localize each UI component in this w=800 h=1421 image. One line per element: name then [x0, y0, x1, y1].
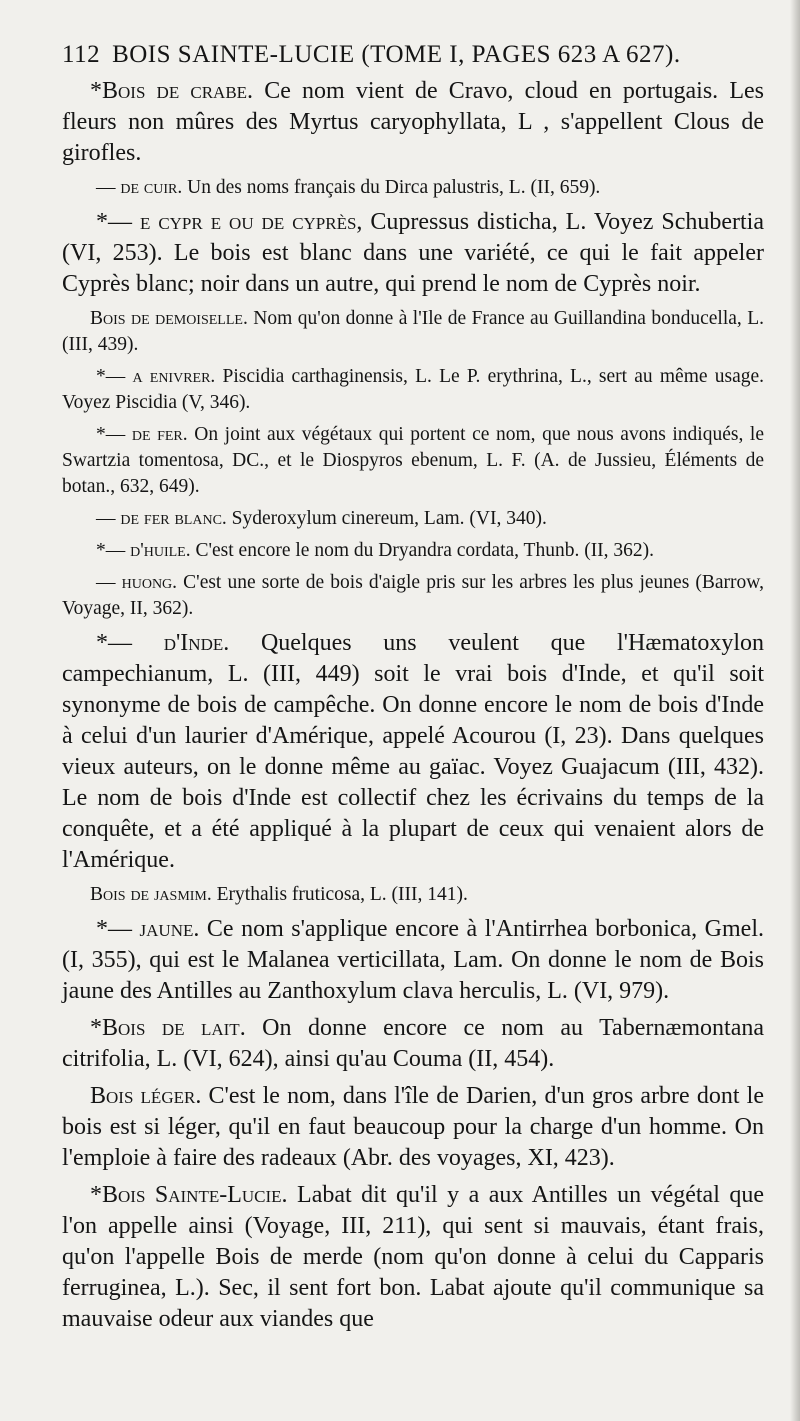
entry-de-fer	[62, 422, 764, 500]
entry-text: C'est encore le nom du Dryandra cordata, Thunb. (II, 362).	[195, 540, 655, 561]
entry-text: Un des noms français du Dirca palustris, L. (II, 659).	[187, 177, 601, 198]
entry-text: Cupressus disticha, L. Voyez Schubertia (VI, 253). Le bois est blanc dans une variété, ce qui le fait appeler Cyprès blanc; noir dans un autre, qui prend le nom de Cyprès noir.	[62, 209, 764, 297]
entry-head: Bois de jasmim.	[90, 884, 212, 905]
entry-text: Erythalis fruticosa, L. (III, 141).	[216, 884, 468, 905]
entry-head: — de fer blanc.	[96, 508, 227, 529]
entry-head: *Bois de crabe.	[90, 78, 254, 104]
entry-d-huile	[62, 538, 764, 564]
entry-head: *Bois Sainte-Lucie.	[90, 1182, 288, 1208]
entry-a-enivrer	[62, 364, 764, 416]
entry-text: Ce nom s'applique encore à l'Antirrhea borbonica, Gmel. (I, 355), qui est le Malanea verticillata, Lam. On donne le nom de Bois jaune des Antilles au Zanthoxylum clava herculis, L. (VI, 979).	[62, 916, 765, 1004]
entry-text: Ce nom vient de Cravo, cloud en portugais. Les fleurs non mûres des Myrtus caryophyllata, L , s'appellent Clous de girofles.	[62, 78, 764, 166]
entry-head: *— e cypr e ou de cyprès,	[96, 209, 363, 235]
entry-head: — de cuir.	[96, 177, 183, 198]
entry-head: Bois léger.	[90, 1083, 202, 1109]
entry-d-inde	[62, 628, 764, 876]
entry-bois-sainte-lucie	[62, 1180, 764, 1335]
entry-text: Nom qu'on donne à l'Ile de France au Guillandina bonducella, L. (III, 439).	[62, 308, 765, 355]
entry-text: Quelques uns veulent que l'Hæmatoxylon campechianum, L. (III, 449) soit le vrai bois d'Inde, et qu'il soit synonyme de bois de campêche. On donne encore le nom de bois d'Inde à celui d'un laurier d'Amérique, appelé Acourou (I, 23). Dans quelques vieux auteurs, on le donne même au gaïac. Voyez Guajacum (III, 432). Le nom de bois d'Inde est collectif chez les écrivains du temps de la conquête, et a été appliqué à la plupart de ceux qui venaient alors de l'Amérique.	[62, 630, 765, 873]
entry-de-cuir	[62, 175, 764, 201]
entry-bois-de-demoiselle	[62, 306, 764, 358]
entry-huong	[62, 570, 764, 622]
entry-text: On joint aux végétaux qui portent ce nom, que nous avons indiqués, le Swartzia tomentosa, DC., et le Diospyros ebenum, L. F. (A. de Jussieu, Éléments de botan., 632, 649).	[62, 424, 764, 497]
entry-text: Piscidia carthaginensis, L. Le P. erythrina, L., sert au même usage. Voyez Piscidia (V, 346).	[62, 366, 764, 413]
entry-head: — huong.	[96, 572, 178, 593]
entry-text: C'est une sorte de bois d'aigle pris sur les arbres les plus jeunes (Barrow, Voyage, II, 362).	[62, 572, 764, 619]
entry-text: C'est le nom, dans l'île de Darien, d'un gros arbre dont le bois est si léger, qu'il en faut beaucoup pour la charge d'un homme. On l'emploie à faire des radeaux (Abr. des voyages, XI, 423).	[62, 1083, 764, 1171]
entry-head: *— jaune.	[96, 916, 200, 942]
entry-head: *— a enivrer.	[96, 366, 216, 387]
running-title: BOIS SAINTE-LUCIE (TOME I, PAGES 623 A 627).	[112, 41, 681, 68]
entry-bois-de-lait	[62, 1013, 764, 1075]
page-gutter-shadow	[790, 0, 800, 1421]
entry-head: *Bois de lait.	[90, 1015, 246, 1041]
entry-text: On donne encore ce nom au Tabernæmontana citrifolia, L. (VI, 624), ainsi qu'au Couma (II, 454).	[62, 1015, 764, 1072]
entry-bois-de-jasmim	[62, 882, 764, 908]
entry-bois-de-crabe	[62, 76, 764, 169]
entry-head: *— d'Inde.	[96, 630, 230, 656]
entry-head: *— d'huile.	[96, 540, 191, 561]
entry-text: Labat dit qu'il y a aux Antilles un végétal que l'on appelle ainsi (Voyage, III, 211), qui sent si mauvais, étant frais, qu'on l'appelle Bois de merde (nom qu'on donne à celui du Capparis ferruginea, L.). Sec, il sent fort bon. Labat ajoute qu'il communique sa mauvaise odeur aux viandes que	[62, 1182, 765, 1332]
running-header	[62, 40, 764, 70]
entry-cypres	[62, 207, 764, 300]
entry-head: *— de fer.	[96, 424, 188, 445]
entry-de-fer-blanc	[62, 506, 764, 532]
entry-head: Bois de demoiselle.	[90, 308, 248, 329]
page-number: 112	[62, 41, 101, 68]
entry-bois-leger	[62, 1081, 764, 1174]
entry-text: Syderoxylum cinereum, Lam. (VI, 340).	[231, 508, 547, 529]
entry-jaune	[62, 914, 764, 1007]
